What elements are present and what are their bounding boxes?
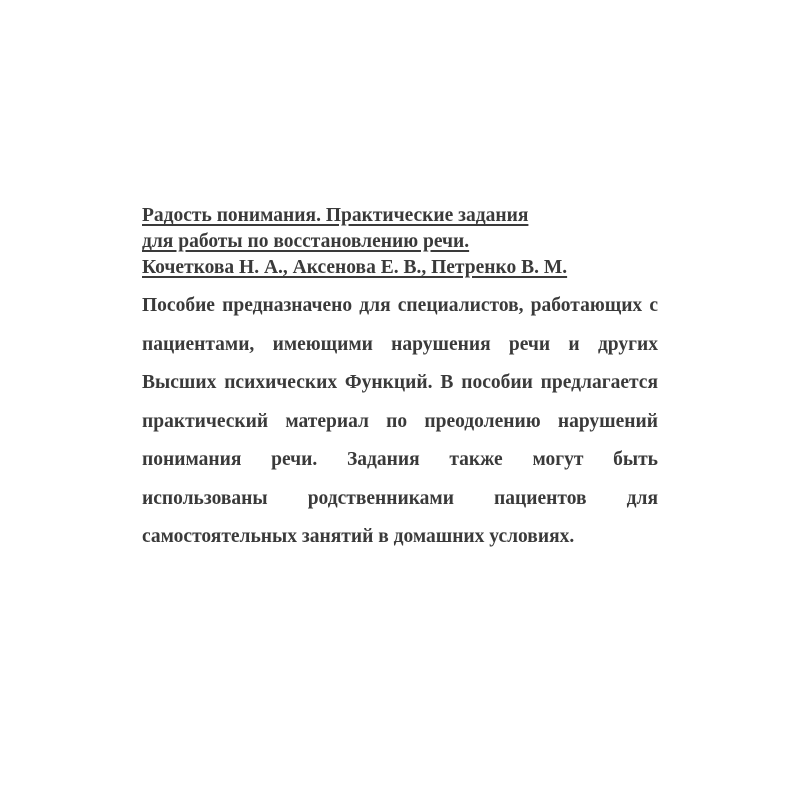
document-page (142, 203, 658, 557)
book-authors: Кочеткова Н. А., Аксенова Е. В., Петренко В. М. (142, 257, 568, 278)
book-title-line-1: Радость понимания. Практические задания (142, 205, 529, 226)
book-description: Пособие предназначено для специалистов, работающих с пациентами, имеющими нарушения речи и других Высших психических Функций. В пособии предлагается практический материал по преодолению нарушений понимания речи. Задания также могут быть использованы родственниками пациентов для самостоятельных занятий в домашних условиях. (142, 295, 658, 547)
book-heading (142, 203, 658, 281)
book-title-line-2: для работы по восстановлению речи. (142, 231, 470, 252)
